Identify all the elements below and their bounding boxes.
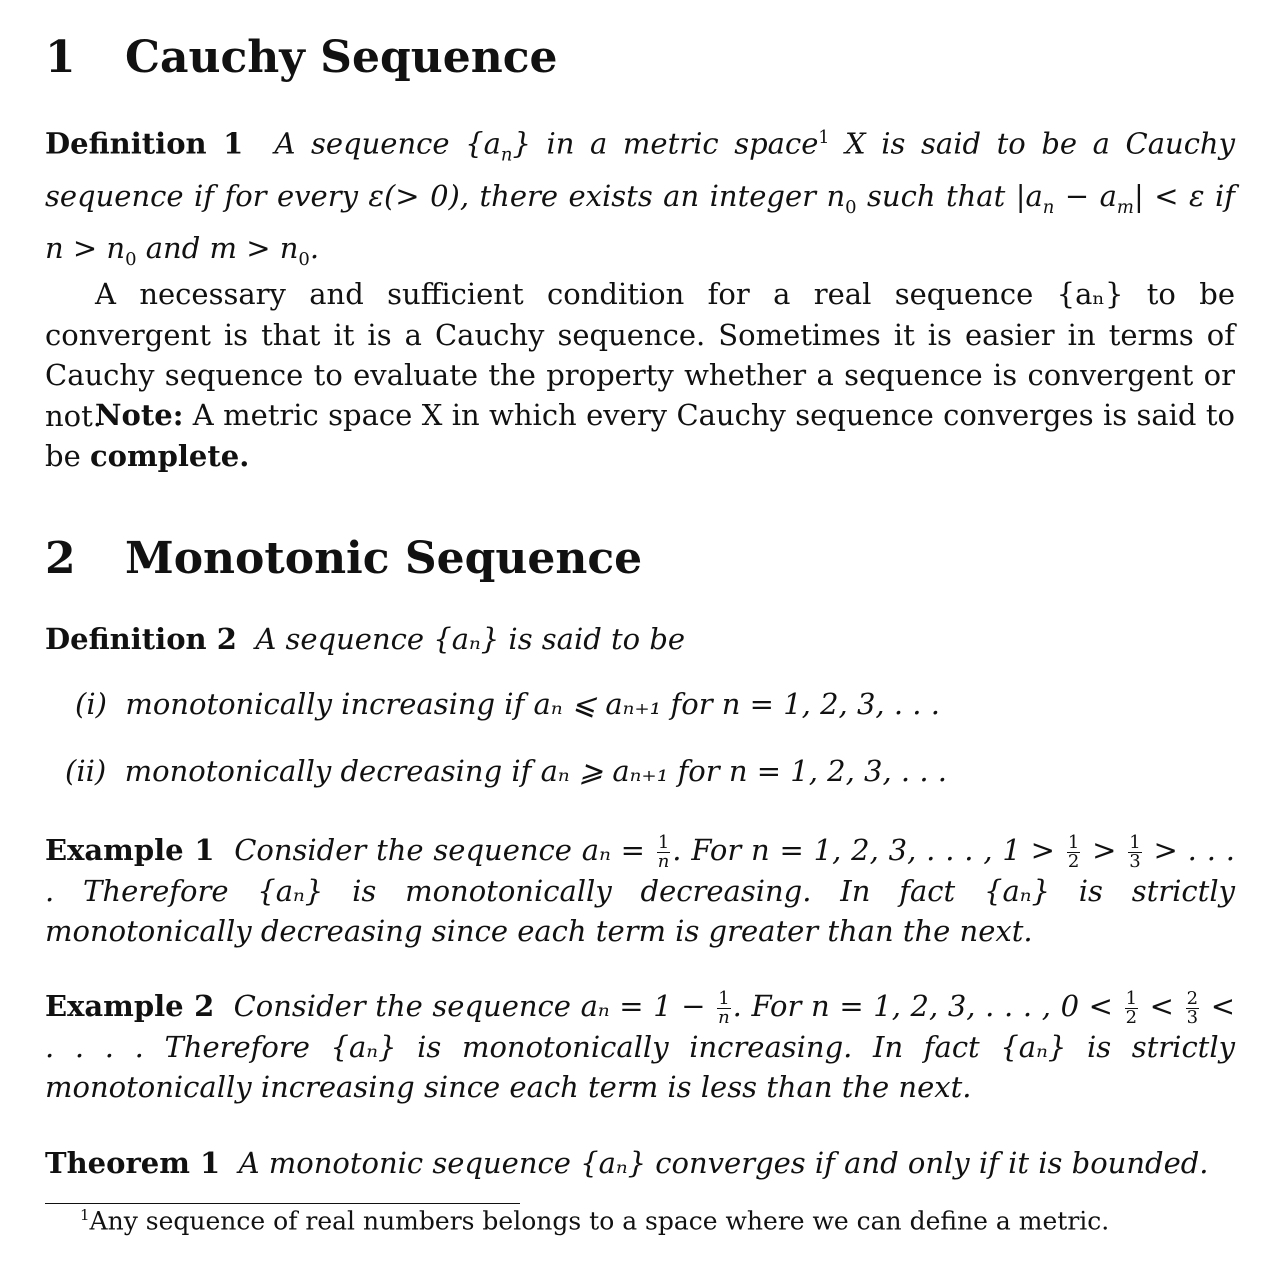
definition-label: Definition 1 (45, 126, 244, 161)
footnote-marker[interactable]: 1 (818, 128, 830, 148)
example-text: < (1140, 989, 1184, 1023)
definition-text: . (309, 231, 320, 266)
list-item-text: monotonically increasing if aₙ ⩽ aₙ₊₁ for n = 1, 2, 3, . . . (125, 687, 940, 721)
example-text: > (1082, 833, 1127, 867)
example-text: > . . . . Therefore {aₙ} is monotonically decreasing. In fact {aₙ} is strictly monotonically decreasing since each term is greater than the next. (45, 833, 1236, 948)
note-paragraph (45, 395, 1235, 476)
definition-text: such that |a (856, 178, 1043, 213)
definition-text: | < ε if n > n (45, 178, 1236, 266)
note-text: A metric space X in which every Cauchy sequence converges is said to be (45, 398, 1235, 473)
section-number: 1 (45, 32, 76, 83)
section-2-heading (45, 533, 642, 584)
fraction: $\frac{1}{2}$ (1067, 831, 1080, 872)
note-label: Note: (95, 398, 184, 432)
definition-text: X is said to be a Cauchy sequence if for every ε(> 0), there exists an integer n (45, 126, 1235, 213)
example-text: < . . . . Therefore {aₙ} is monotonically increasing. In fact {aₙ} is strictly monotonically increasing since each term is less than the next. (45, 989, 1236, 1104)
example-text: Consider the sequence aₙ = 1 − (233, 989, 716, 1023)
footnote (80, 1206, 1109, 1235)
theorem-text: A monotonic sequence {aₙ} converges if and only if it is bounded. (238, 1146, 1209, 1180)
list-item (75, 687, 940, 721)
fraction: $\frac{1}{3}$ (1129, 831, 1141, 872)
list-marker: (ii) (65, 754, 107, 788)
fraction: $\frac{2}{3}$ (1186, 987, 1199, 1028)
list-marker: (i) (75, 687, 107, 721)
definition-2 (45, 619, 1235, 660)
definition-text: − a (1054, 178, 1117, 213)
example-label: Example 1 (45, 833, 215, 867)
fraction: $\frac{1}{n}$ (718, 987, 730, 1028)
definition-text: A sequence {a (274, 126, 501, 161)
paragraph-convergence: A necessary and sufficient condition for a real sequence {aₙ} to be convergent is that it is a Cauchy sequence. Sometimes it is easier in terms of Cauchy sequence to evaluate the property whether a sequence is convergent or not. (45, 277, 1235, 433)
example-text: . For n = 1, 2, 3, . . . , 0 < (732, 989, 1123, 1023)
section-title: Monotonic Sequence (125, 533, 643, 584)
footnote-text: Any sequence of real numbers belongs to a space where we can define a metric. (89, 1206, 1110, 1236)
footnote-marker: 1 (80, 1206, 90, 1224)
definition-text: and m > n (136, 231, 299, 266)
example-text: . For n = 1, 2, 3, . . . , 1 > (672, 833, 1065, 867)
definition-1: Definition 1 A sequence $\{a_n\}$ in a metric space$^1$ X is said to be a Cauchy sequence if for every ε(> 0), there exists an integer $n_0$ such that $|a_n - a_m| < \varepsilon$ if $n > n_0$ and $m > n_0$. (45, 126, 1236, 271)
example-1 (45, 830, 1235, 952)
list-item (65, 754, 947, 788)
definition-text: A sequence {aₙ} is said to be (255, 622, 686, 656)
theorem-1 (45, 1143, 1235, 1184)
definition-label: Definition 2 (45, 622, 237, 656)
footnote-rule (45, 1203, 520, 1204)
section-number: 2 (45, 533, 76, 584)
note-bold-term: complete. (89, 438, 250, 473)
example-label: Example 2 (45, 989, 215, 1023)
theorem-label: Theorem 1 (45, 1146, 221, 1180)
list-item-text: monotonically decreasing if aₙ ⩾ aₙ₊₁ for n = 1, 2, 3, . . . (124, 754, 948, 788)
example-text: Consider the sequence aₙ = (234, 833, 655, 867)
fraction: $\frac{1}{n}$ (657, 831, 670, 872)
fraction: $\frac{1}{2}$ (1125, 987, 1138, 1028)
definition-text: } in a metric space (512, 126, 819, 161)
example-2 (45, 986, 1235, 1108)
section-title: Cauchy Sequence (125, 32, 558, 83)
section-1-heading (45, 32, 557, 83)
